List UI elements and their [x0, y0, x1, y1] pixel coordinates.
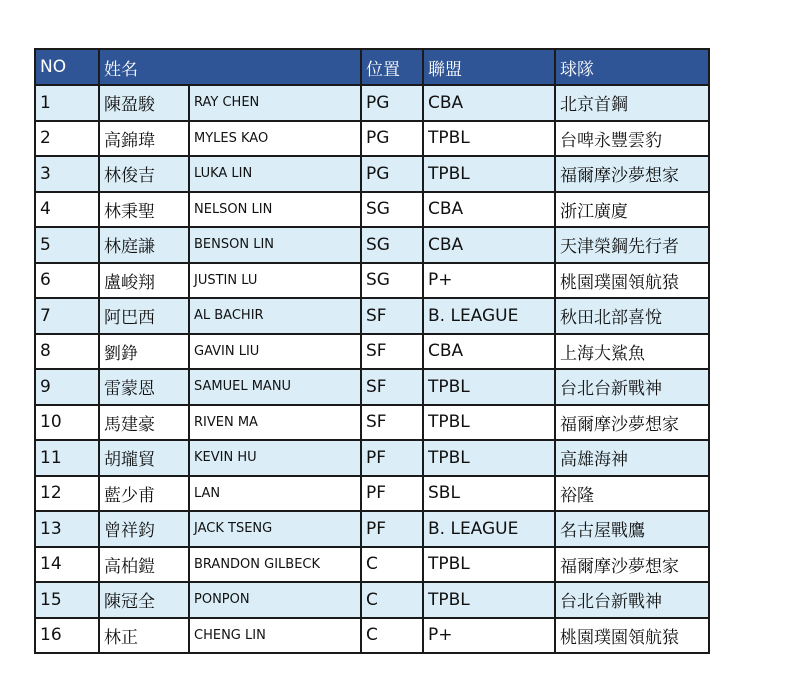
player-number: 5	[35, 227, 99, 263]
table-row	[35, 369, 709, 405]
table-row	[35, 298, 709, 334]
player-position: SF	[361, 369, 423, 405]
player-league: CBA	[423, 85, 555, 121]
player-name-english: BRANDON GILBECK	[189, 547, 361, 583]
player-name-chinese: 林正	[99, 618, 189, 654]
player-league: CBA	[423, 192, 555, 228]
player-position: SG	[361, 192, 423, 228]
player-position: PF	[361, 476, 423, 512]
table-row	[35, 227, 709, 263]
header-name: 姓名	[99, 49, 361, 85]
player-position: PG	[361, 156, 423, 192]
player-name-english: LAN	[189, 476, 361, 512]
player-position: SG	[361, 227, 423, 263]
table-row	[35, 334, 709, 370]
player-league: TPBL	[423, 405, 555, 441]
player-team: 高雄海神	[555, 440, 709, 476]
player-name-chinese: 曾祥鈞	[99, 511, 189, 547]
player-team: 北京首鋼	[555, 85, 709, 121]
player-name-english: JACK TSENG	[189, 511, 361, 547]
player-league: TPBL	[423, 369, 555, 405]
player-league: P+	[423, 618, 555, 654]
player-name-chinese: 劉錚	[99, 334, 189, 370]
player-number: 12	[35, 476, 99, 512]
player-league: TPBL	[423, 156, 555, 192]
player-name-chinese: 高柏鎧	[99, 547, 189, 583]
player-number: 14	[35, 547, 99, 583]
table-row	[35, 263, 709, 299]
player-team: 福爾摩沙夢想家	[555, 156, 709, 192]
player-number: 7	[35, 298, 99, 334]
player-name-english: BENSON LIN	[189, 227, 361, 263]
player-number: 3	[35, 156, 99, 192]
player-name-chinese: 高錦瑋	[99, 121, 189, 157]
player-number: 6	[35, 263, 99, 299]
player-number: 13	[35, 511, 99, 547]
player-team: 浙江廣廈	[555, 192, 709, 228]
player-position: PG	[361, 121, 423, 157]
header-team: 球隊	[555, 49, 709, 85]
player-name-chinese: 陳盈駿	[99, 85, 189, 121]
player-league: CBA	[423, 334, 555, 370]
player-position: PG	[361, 85, 423, 121]
player-position: C	[361, 618, 423, 654]
player-name-english: GAVIN LIU	[189, 334, 361, 370]
player-name-chinese: 胡瓏貿	[99, 440, 189, 476]
player-name-english: PONPON	[189, 582, 361, 618]
header-position: 位置	[361, 49, 423, 85]
player-name-english: RIVEN MA	[189, 405, 361, 441]
player-number: 1	[35, 85, 99, 121]
player-team: 名古屋戰鷹	[555, 511, 709, 547]
player-league: TPBL	[423, 582, 555, 618]
player-team: 桃園璞園領航猿	[555, 263, 709, 299]
player-position: PF	[361, 440, 423, 476]
table-row	[35, 121, 709, 157]
player-name-chinese: 雷蒙恩	[99, 369, 189, 405]
player-team: 裕隆	[555, 476, 709, 512]
player-team: 福爾摩沙夢想家	[555, 405, 709, 441]
player-number: 16	[35, 618, 99, 654]
player-position: C	[361, 582, 423, 618]
player-team: 秋田北部喜悅	[555, 298, 709, 334]
table-row	[35, 618, 709, 654]
player-name-chinese: 林秉聖	[99, 192, 189, 228]
player-position: PF	[361, 511, 423, 547]
player-name-english: MYLES KAO	[189, 121, 361, 157]
player-league: B. LEAGUE	[423, 511, 555, 547]
player-number: 9	[35, 369, 99, 405]
player-number: 8	[35, 334, 99, 370]
player-name-english: AL BACHIR	[189, 298, 361, 334]
player-league: TPBL	[423, 547, 555, 583]
player-number: 4	[35, 192, 99, 228]
player-team: 天津榮鋼先行者	[555, 227, 709, 263]
player-number: 10	[35, 405, 99, 441]
header-row	[35, 49, 709, 85]
header-no: NO	[35, 49, 99, 85]
roster-table	[34, 48, 710, 654]
player-team: 台北台新戰神	[555, 582, 709, 618]
player-position: SF	[361, 334, 423, 370]
table-row	[35, 440, 709, 476]
player-team: 福爾摩沙夢想家	[555, 547, 709, 583]
player-name-chinese: 林庭謙	[99, 227, 189, 263]
player-team: 台北台新戰神	[555, 369, 709, 405]
player-number: 11	[35, 440, 99, 476]
table-row	[35, 582, 709, 618]
header-league: 聯盟	[423, 49, 555, 85]
player-position: SF	[361, 405, 423, 441]
player-league: B. LEAGUE	[423, 298, 555, 334]
player-team: 桃園璞園領航猿	[555, 618, 709, 654]
player-league: CBA	[423, 227, 555, 263]
table-row	[35, 405, 709, 441]
player-team: 上海大鯊魚	[555, 334, 709, 370]
player-league: TPBL	[423, 121, 555, 157]
table-row	[35, 156, 709, 192]
table-row	[35, 511, 709, 547]
player-name-english: CHENG LIN	[189, 618, 361, 654]
player-name-english: NELSON LIN	[189, 192, 361, 228]
player-name-english: JUSTIN LU	[189, 263, 361, 299]
player-league: TPBL	[423, 440, 555, 476]
player-name-chinese: 林俊吉	[99, 156, 189, 192]
table-row	[35, 85, 709, 121]
player-name-chinese: 藍少甫	[99, 476, 189, 512]
player-name-chinese: 陳冠全	[99, 582, 189, 618]
player-name-chinese: 馬建豪	[99, 405, 189, 441]
player-league: SBL	[423, 476, 555, 512]
table-row	[35, 476, 709, 512]
player-name-english: RAY CHEN	[189, 85, 361, 121]
player-name-english: LUKA LIN	[189, 156, 361, 192]
player-league: P+	[423, 263, 555, 299]
player-name-english: KEVIN HU	[189, 440, 361, 476]
player-number: 2	[35, 121, 99, 157]
player-number: 15	[35, 582, 99, 618]
player-position: SF	[361, 298, 423, 334]
player-name-chinese: 阿巴西	[99, 298, 189, 334]
table-row	[35, 192, 709, 228]
player-position: SG	[361, 263, 423, 299]
player-position: C	[361, 547, 423, 583]
player-team: 台啤永豐雲豹	[555, 121, 709, 157]
roster-body	[35, 85, 709, 653]
table-row	[35, 547, 709, 583]
player-name-english: SAMUEL MANU	[189, 369, 361, 405]
player-name-chinese: 盧峻翔	[99, 263, 189, 299]
